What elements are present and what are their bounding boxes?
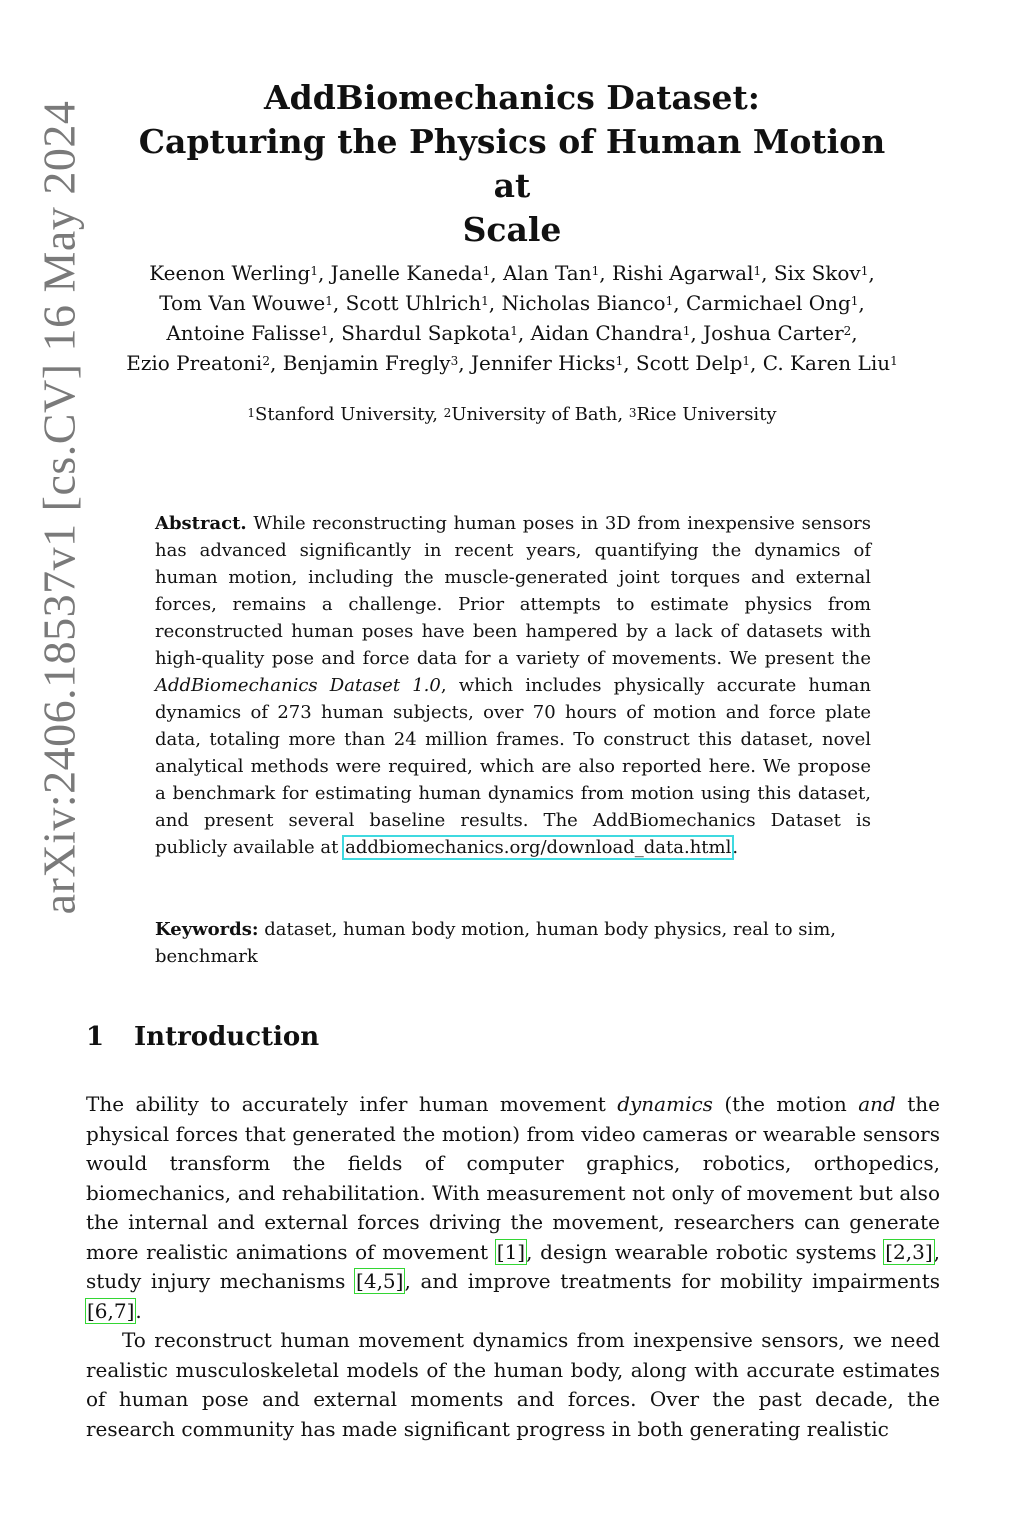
affiliation [629, 404, 777, 425]
citation-link[interactable]: [2,3] [885, 1239, 933, 1264]
author [166, 321, 328, 345]
author-name: Aidan Chandra [530, 321, 683, 345]
affiliation-list: $^1$Stanford University, $^2$University of Bath, $^3$Rice University [247, 404, 777, 425]
author-affiliation-mark: 2 [843, 324, 852, 338]
intro-text: , study injury mechanisms [86, 1239, 940, 1293]
author-name: Nicholas Bianco [501, 291, 666, 315]
author [126, 351, 270, 375]
title-line-3: Scale [462, 210, 562, 249]
citation-link[interactable]: [4,5] [356, 1269, 404, 1293]
author [703, 321, 851, 345]
abstract-text-1: While reconstructing human poses in 3D from inexpensive sensors has advanced significantly in recent years, quantifying the dynamics of human motion, including the muscle-generated joint torques and external forces, remains a challenge. Prior attempts to estimate physics from reconstructed human poses have been hampered by a lack of datasets with high-quality pose and force data for a variety of movements. We present the [155, 513, 871, 669]
abstract-text-3: . [732, 837, 739, 858]
author [501, 291, 673, 315]
author-affiliation-mark: 1 [753, 264, 762, 278]
author-affiliation-mark: 1 [615, 354, 624, 368]
author-name: Joshua Carter [703, 321, 844, 345]
intro-emphasis: dynamics [617, 1092, 713, 1116]
author-affiliation-mark: 3 [450, 354, 459, 368]
author [149, 261, 318, 285]
arxiv-identifier: arXiv:2406.18537v1 [cs.CV] 16 May 2024 [33, 100, 85, 914]
title-line-2: Capturing the Physics of Human Motion at [138, 122, 886, 205]
abstract-label: Abstract. [155, 513, 247, 534]
intro-paragraph-2: To reconstruct human movement dynamics from inexpensive sensors, we need realistic musculoskeletal models of the human body, along with accurate estimates of human pose and external moments and forces. Over the past decade, the research community has made significant progress in both generating realistic [86, 1328, 940, 1441]
affiliation-number: 2 [443, 406, 452, 420]
intro-emphasis: and [858, 1092, 896, 1116]
author-name: Janelle Kaneda [330, 261, 483, 285]
author-name: Benjamin Fregly [282, 351, 451, 375]
author-name: Jennifer Hicks [470, 351, 616, 375]
affiliation-number: 1 [247, 406, 256, 420]
author-name: Shardul Sapkota [341, 321, 511, 345]
author [471, 351, 623, 375]
title-line-1: AddBiomechanics Dataset: [264, 78, 760, 117]
affiliation-name: Rice University [636, 404, 777, 425]
author-name: Six Skov [773, 261, 861, 285]
affiliation [247, 404, 432, 425]
author-affiliation-mark: 1 [482, 264, 491, 278]
intro-text: the physical forces that generated the motion) from video cameras or wearable sensors would transform the fields of computer graphics, robotics, orthopedics, biomechanics, and rehabilitation. With measurement not only of movement but also the internal and external forces driving the movement, researchers can generate more realistic animations of movement [86, 1092, 940, 1264]
section-title: Introduction [134, 1022, 320, 1052]
author [612, 261, 761, 285]
author [531, 321, 691, 345]
author-name: Alan Tan [502, 261, 592, 285]
author-affiliation-mark: 1 [481, 294, 489, 308]
affiliation-number: 3 [628, 406, 637, 420]
author-name: Scott Uhlrich [345, 291, 482, 315]
section-number: 1 [86, 1022, 105, 1052]
keywords-label: Keywords: [155, 919, 259, 940]
affiliation-name: University of Bath [451, 404, 618, 425]
author [774, 261, 869, 285]
author-affiliation-mark: 1 [850, 294, 859, 308]
download-link[interactable]: addbiomechanics.org/download_data.html [345, 837, 732, 858]
intro-text: The ability to accurately infer human movement [86, 1092, 618, 1116]
author-affiliation-mark: 2 [262, 354, 270, 368]
author-affiliation-mark: 1 [325, 294, 333, 308]
introduction-body [86, 1090, 940, 1444]
citation-link[interactable]: [6,7] [87, 1298, 135, 1323]
author-affiliation-mark: 1 [682, 324, 691, 338]
intro-text: . [135, 1298, 142, 1323]
keywords [155, 916, 871, 970]
author-name: Scott Delp [635, 351, 743, 375]
author-affiliation-mark: 1 [310, 264, 318, 278]
author [159, 291, 333, 315]
author [283, 351, 459, 375]
keywords-text: dataset, human body motion, human body physics, real to sim, benchmark [155, 919, 837, 967]
author-affiliation-mark: 1 [742, 354, 751, 368]
intro-text: , and improve treatments for mobility impairments [404, 1269, 940, 1293]
author [503, 261, 599, 285]
author-name: Carmichael Ong [685, 291, 851, 315]
author-affiliation-mark: 1 [591, 264, 600, 278]
author [346, 291, 489, 315]
author-list: Keenon Werling$^1$, Janelle Kaneda$^1$, Alan Tan$^1$, Rishi Agarwal$^1$, Six Skov$^1$, Tom Van Wouwe$^1$, Scott Uhlrich$^1$, Nicholas Bianco$^1$, Carmichael Ong$^1$, Antoine Falisse$^1$, Shardul Sapkota$^1$, Aidan Chandra$^1$, Joshua Carter$^2$, Ezio Preatoni$^2$, Benjamin Fregly$^3$, Jennifer Hicks$^1$, Scott Delp$^1$, C. Karen Liu$^1$ [126, 261, 898, 375]
section-heading [86, 1022, 319, 1052]
author [341, 321, 518, 345]
affiliation-name: Stanford University [255, 404, 433, 425]
author [763, 351, 898, 375]
author-name: C. Karen Liu [762, 351, 891, 375]
abstract-text-2: , which includes physically accurate human dynamics of 273 human subjects, over 70 hours of motion and force plate data, totaling more than 24 million frames. To construct this dataset, novel analytical methods were required, which are also reported here. We propose a benchmark for estimating human dynamics from motion using this dataset, and present several baseline results. The AddBiomechanics Dataset is publicly available at [155, 675, 871, 858]
author-name: Tom Van Wouwe [159, 291, 326, 315]
citation-link[interactable]: [1] [496, 1239, 526, 1264]
author-affiliation-mark: 1 [860, 264, 869, 278]
intro-text: (the motion [712, 1092, 859, 1116]
author-affiliation-mark: 1 [665, 294, 674, 308]
author-name: Ezio Preatoni [126, 351, 263, 375]
author-name: Rishi Agarwal [611, 261, 754, 285]
author-affiliation-mark: 1 [320, 324, 329, 338]
paper-title [120, 76, 904, 252]
dataset-name: AddBiomechanics Dataset 1.0 [155, 675, 441, 696]
affiliation [444, 404, 618, 425]
author [686, 291, 858, 315]
author [331, 261, 491, 285]
author-name: Keenon Werling [149, 261, 311, 285]
author-affiliation-mark: 1 [510, 324, 518, 338]
arxiv-sidebar [18, 62, 100, 952]
author-affiliation-mark: 1 [890, 354, 898, 368]
abstract [155, 510, 871, 861]
intro-paragraph-1 [86, 1090, 940, 1326]
author-name: Antoine Falisse [166, 321, 321, 345]
intro-text: , design wearable robotic systems [526, 1239, 885, 1264]
author [636, 351, 750, 375]
